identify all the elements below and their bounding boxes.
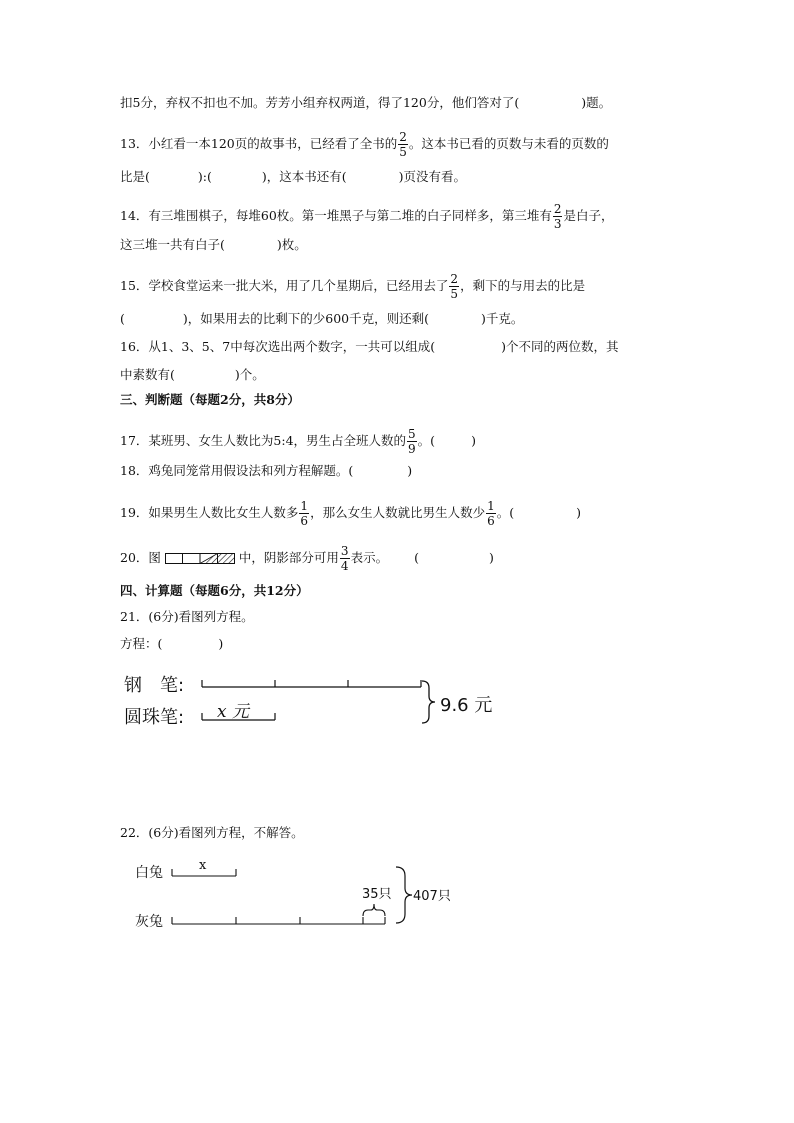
- q15-text-c: (: [120, 311, 125, 326]
- q20-frac-den: 4: [340, 559, 349, 573]
- q22-gray-label: 灰兔: [135, 914, 163, 930]
- q19-line: [120, 500, 581, 527]
- q12-text-b: )题。: [581, 95, 612, 110]
- q13-text-d: ):(: [197, 169, 212, 184]
- q20-text-d: (: [414, 550, 419, 565]
- q18-text-a: 18．鸡兔同笼常用假设法和列方程解题。(: [120, 463, 354, 478]
- q20-frac-num: 3: [340, 544, 349, 558]
- q22-x-label: x: [199, 858, 207, 873]
- q14-text-a: 14．有三堆围棋子，每堆60枚。第一堆黑子与第二堆的白子同样多，第三堆有: [120, 208, 552, 223]
- q19-text-a: 19．如果男生人数比女生人数多: [120, 505, 299, 520]
- q19-frac2-den: 6: [487, 514, 495, 528]
- q19-frac1-num: 1: [300, 499, 309, 513]
- q17-frac-den: 9: [408, 442, 416, 456]
- q22-title: 22．(6分)看图列方程，不解答。: [120, 825, 304, 840]
- q15-line1: [120, 273, 585, 300]
- q21-pen-label: 钢 笔:: [124, 675, 185, 696]
- q13-text-f: )页没有看。: [398, 169, 467, 184]
- q13-text-a: 13．小红看一本120页的故事书，已经看了全书的: [120, 136, 398, 151]
- q13-text-e: )，这本书还有(: [261, 169, 347, 184]
- q22-extra-label: 35只: [362, 887, 392, 902]
- q19-frac2-num: 1: [487, 499, 495, 513]
- q14-text-c: 这三堆一共有白子(: [120, 237, 225, 252]
- q20-text-c: 表示。: [350, 550, 389, 565]
- q14-line2: [120, 236, 307, 254]
- q15-text-d: )，如果用去的比剩下的少600千克，则还剩(: [182, 311, 430, 326]
- q16-text-a: 16．从1、3、5、7中每次选出两个数字，一共可以组成(: [120, 339, 436, 354]
- q12-line: [120, 94, 611, 112]
- q13-text-c: 比是(: [120, 169, 150, 184]
- q16-line2: [120, 366, 265, 384]
- q13-frac-den: 5: [399, 145, 407, 159]
- q12-text-a: 扣5分，弃权不扣也不加。芳芳小组弃权两道，得了120分，他们答对了(: [120, 95, 520, 110]
- q14-fraction: [553, 203, 563, 230]
- q20-text-a: 20．图: [120, 550, 161, 565]
- q13-line1: [120, 131, 609, 158]
- q21-brace-icon: [420, 680, 436, 724]
- q17-frac-num: 5: [408, 427, 416, 441]
- q13-fraction: [398, 131, 408, 158]
- q16-text-b: )个不同的两位数，其: [501, 339, 619, 354]
- q20-line: [120, 545, 494, 572]
- q13-frac-num: 2: [399, 130, 407, 144]
- section-3-heading: 三、判断题（每题2分，共8分）: [120, 392, 300, 407]
- q17-fraction: [407, 428, 417, 455]
- section-4-heading: 四、计算题（每题6分，共12分）: [120, 583, 309, 598]
- q20-fraction: [340, 545, 350, 572]
- q17-text-b: 。(: [417, 433, 436, 448]
- q13-text-b: 。这本书已看的页数与未看的页数的: [408, 136, 609, 151]
- q19-frac1-den: 6: [300, 514, 309, 528]
- q20-text-e: ): [488, 550, 494, 565]
- q15-line2: [120, 310, 523, 328]
- q20-text-b: 中，阴影部分可用: [238, 550, 339, 565]
- q22-segment-diagram: [170, 864, 415, 928]
- q21-x-label: x 元: [217, 702, 249, 722]
- q13-line2: [120, 168, 466, 186]
- q15-frac-num: 2: [450, 272, 459, 286]
- q16-line1: [120, 338, 619, 356]
- q15-frac-den: 5: [450, 287, 459, 301]
- q16-text-c: 中素数有(: [120, 367, 175, 382]
- q18-text-b: ): [407, 463, 413, 478]
- q15-text-a: 15．学校食堂运来一批大米，用了几个星期后，已经用去了: [120, 278, 449, 293]
- q14-frac-den: 3: [553, 217, 562, 231]
- q21-ballpen-label: 圆珠笔:: [124, 707, 185, 728]
- q14-text-b: 是白子，: [563, 208, 614, 223]
- q19-fraction-2: [486, 500, 496, 527]
- q22-total-label: 407只: [413, 889, 451, 904]
- q22-white-label: 白兔: [135, 865, 163, 881]
- q15-text-b: ，剩下的与用去的比是: [460, 278, 586, 293]
- q21-title: 21．(6分)看图列方程。: [120, 609, 254, 624]
- q21-equation-close: ): [218, 636, 224, 651]
- q21-equation-line: [120, 635, 223, 653]
- q17-text-a: 17．某班男、女生人数比为5:4，男生占全班人数的: [120, 433, 407, 448]
- q20-shaded-bar-figure: [165, 553, 235, 564]
- q21-equation-label: 方程：(: [120, 636, 163, 651]
- q14-text-d: )枚。: [276, 237, 307, 252]
- q21-total-label: 9.6 元: [440, 695, 493, 716]
- q19-text-b: ，那么女生人数就比男生人数少: [310, 505, 486, 520]
- q14-line1: [120, 203, 613, 230]
- q19-text-d: ): [576, 505, 581, 520]
- q14-frac-num: 2: [553, 202, 562, 216]
- q16-text-d: )个。: [234, 367, 265, 382]
- q15-text-e: )千克。: [481, 311, 524, 326]
- q18-line: [120, 462, 412, 480]
- q19-fraction-1: [299, 500, 309, 527]
- q19-text-c: 。(: [496, 505, 515, 520]
- q17-text-c: ): [471, 433, 476, 448]
- q17-line: [120, 428, 476, 455]
- q15-fraction: [449, 273, 459, 300]
